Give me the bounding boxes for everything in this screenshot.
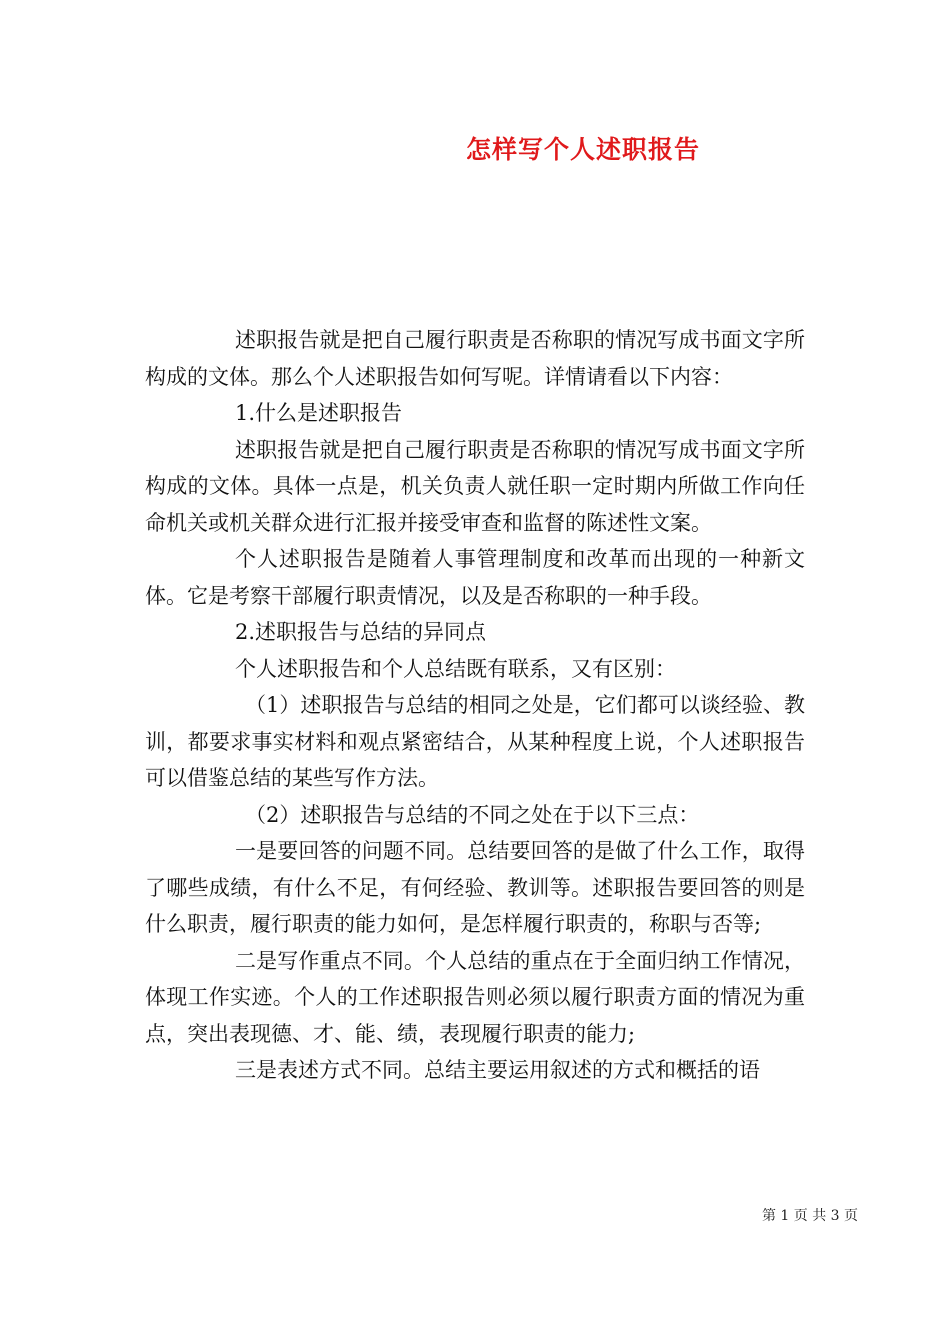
paragraph-difference-1: 一是要回答的问题不同。总结要回答的是做了什么工作，取得了哪些成绩，有什么不足，有何经验、教训等。述职报告要回答的则是什么职责，履行职责的能力如何，是怎样履行职责的，称职与否等; [145, 839, 805, 936]
paragraph-definition: 述职报告就是把自己履行职责是否称职的情况写成书面文字所构成的文体。具体一点是，机关负责人就任职一定时期内所做工作向任命机关或机关群众进行汇报并接受审查和监督的陈述性文案。 [145, 437, 805, 535]
paragraph-relation: 个人述职报告和个人总结既有联系，又有区别： [235, 656, 676, 681]
section-heading-2: 2.述职报告与总结的异同点 [235, 620, 487, 644]
paragraph-differences-intro: （2）述职报告与总结的不同之处在于以下三点： [245, 802, 700, 827]
page-footer: 第 1 页 共 3 页 [761, 1208, 859, 1224]
paragraph-similarities: （1）述职报告与总结的相同之处是，它们都可以谈经验、教训，都要求事实材料和观点紧密结合，从某种程度上说，个人述职报告可以借鉴总结的某些写作方法。 [145, 693, 805, 790]
document-body [145, 322, 805, 1089]
document-title: 怎样写个人述职报告 [465, 135, 700, 164]
section-heading-1: 1.什么是述职报告 [235, 401, 403, 425]
paragraph-difference-3: 三是表述方式不同。总结主要运用叙述的方式和概括的语 [235, 1058, 760, 1082]
paragraph-difference-2: 二是写作重点不同。个人总结的重点在于全面归纳工作情况，体现工作实迹。个人的工作述职报告则必须以履行职责方面的情况为重点，突出表现德、才、能、绩，表现履行职责的能力; [145, 948, 805, 1046]
paragraph-intro: 述职报告就是把自己履行职责是否称职的情况写成书面文字所构成的文体。那么个人述职报告如何写呢。详情请看以下内容： [145, 328, 805, 389]
paragraph-new-genre: 个人述职报告是随着人事管理制度和改革而出现的一种新文体。它是考察干部履行职责情况，以及是否称职的一种手段。 [145, 547, 805, 608]
